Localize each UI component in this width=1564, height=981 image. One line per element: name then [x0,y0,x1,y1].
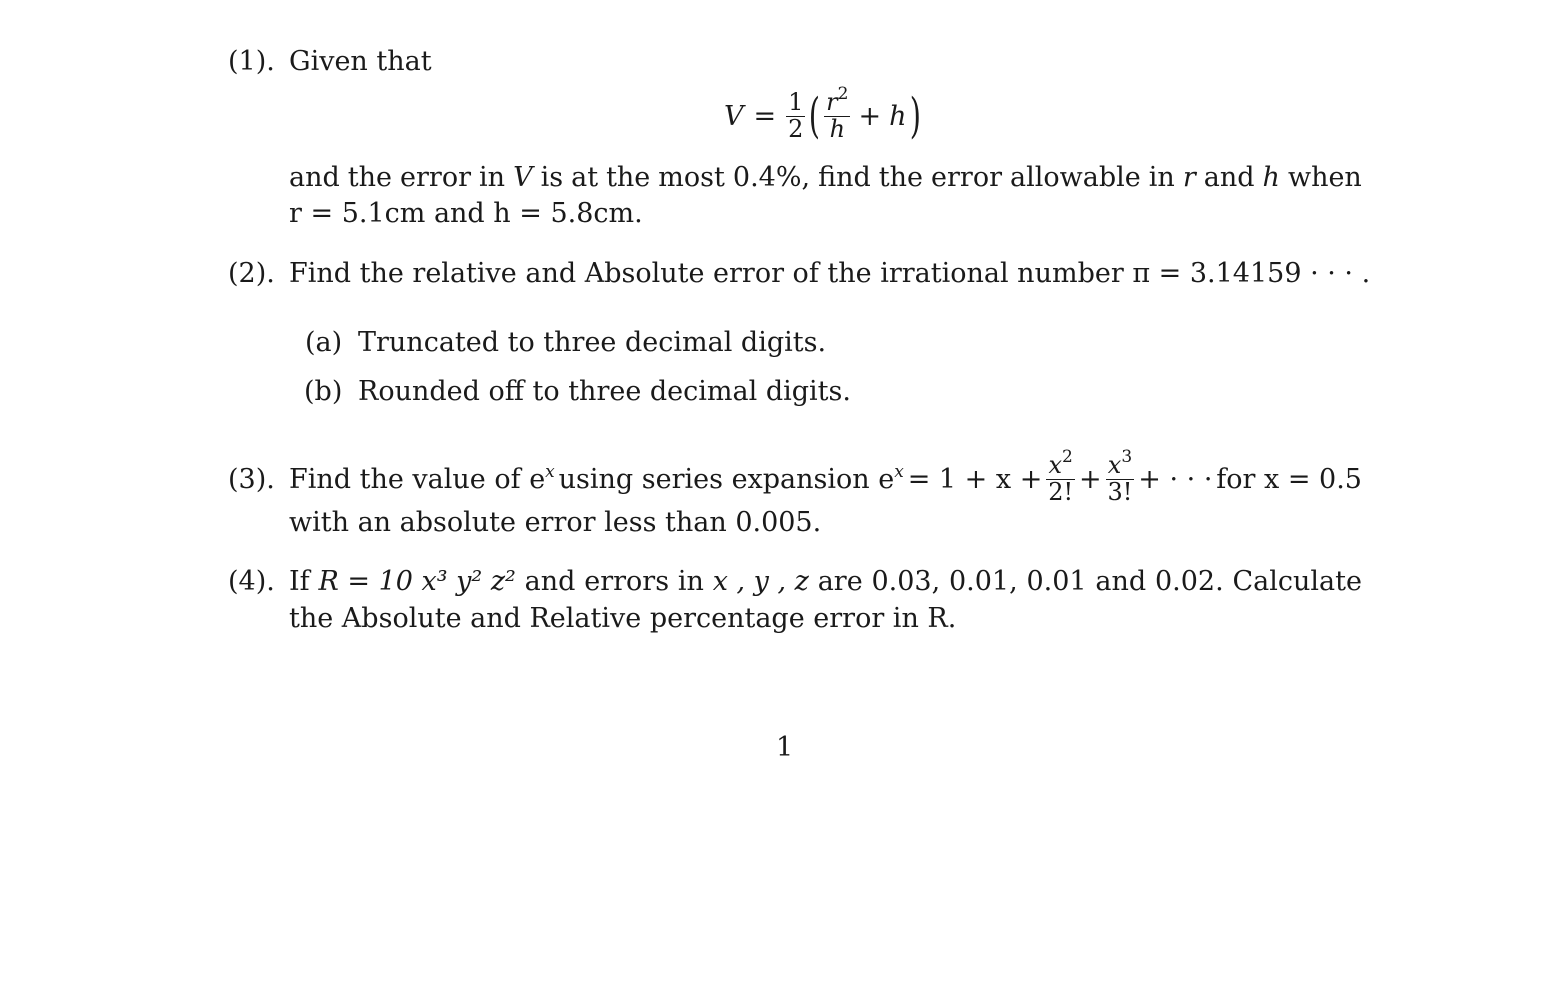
formula-plus: + [858,100,882,132]
half-numerator: 1 [788,88,804,117]
problem-4-line-1: If R = 10 x³ y² z² and errors in x , y , z are 0.03, 0.01, 0.01 and 0.02. Calculate [289,566,1362,597]
problem-2-number: (2). [228,258,275,289]
formula-equals: = [753,100,777,132]
problem-4-line-2: the Absolute and Relative percentage error in R. [289,603,957,634]
half-denominator: 2 [788,114,804,143]
formula-h: h [889,100,907,132]
problem-2a-label: (a) [305,327,343,358]
problem-1-line-2: r = 5.1cm and h = 5.8cm. [289,198,643,229]
formula-lhs: V [724,100,744,132]
formula-half [786,90,805,141]
problem-4-number: (4). [228,566,275,597]
problem-2b-label: (b) [304,376,343,407]
problem-3-number: (3). [228,464,275,495]
term-2-numerator: $x^2$ [1046,453,1075,479]
problem-3-line-2: with an absolute error less than 0.005. [289,507,822,538]
close-paren: ) [910,88,922,144]
problem-2b-text: Rounded off to three decimal digits. [358,376,851,407]
series-for: for x = 0.5 [1216,463,1362,495]
volume-formula [724,78,925,154]
series-end: + · · · [1138,463,1213,495]
problem-1-line-1: and the error in V is at the most 0.4%, find the error allowable in r and h when [289,162,1362,193]
problem-2-text: Find the relative and Absolute error of the irrational number π = 3.14159 · · · . [289,258,1371,289]
series-term-3 [1106,447,1135,506]
series-start: = 1 + x + [907,463,1043,495]
problem-1-intro: Given that [289,46,432,77]
formula-r2-over-h [824,84,850,143]
problem-3-text-b: using series expansion $e^x$ [558,461,904,495]
problem-2a-text: Truncated to three decimal digits. [358,327,827,358]
term-2-denominator: 2! [1048,477,1074,506]
term-3-numerator: $x^3$ [1106,453,1135,479]
page-number: 1 [776,732,794,763]
problem-1-number: (1). [228,46,275,77]
series-plus: + [1079,463,1102,495]
r2-numerator: $r^2$ [826,84,849,117]
problem-3-text-a: Find the value of $e^x$ [289,461,555,495]
series-term-2 [1046,447,1075,506]
open-paren: ( [809,88,821,144]
term-3-denominator: 3! [1107,477,1133,506]
r2-denominator: h [829,114,846,143]
